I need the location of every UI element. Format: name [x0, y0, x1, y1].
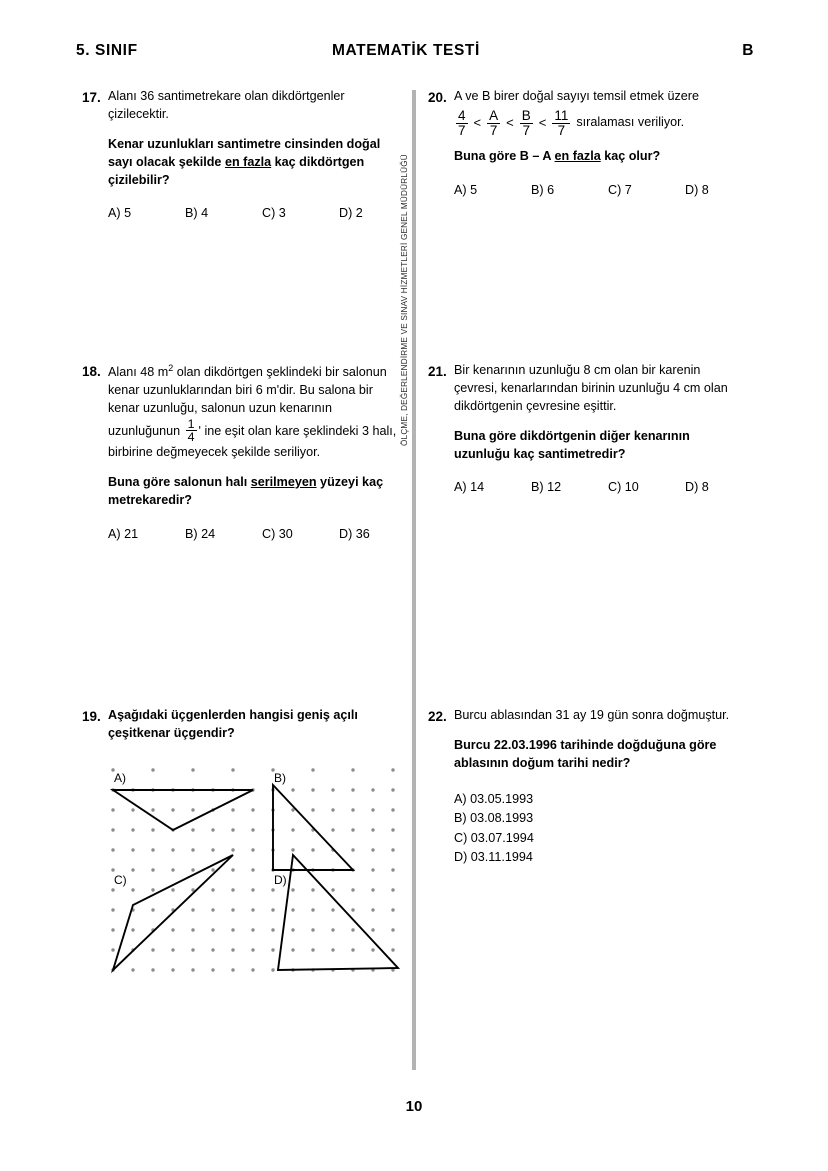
question-20-prompt — [454, 148, 746, 166]
question-19 — [82, 707, 400, 743]
booklet-letter: B — [742, 42, 754, 59]
question-21-prompt: Buna göre dikdörtgenin diğer kenarının uzunluğu kaç santimetredir? — [454, 428, 690, 461]
question-18-fraction-numerator: 1 — [187, 416, 195, 431]
question-18-prompt — [108, 474, 400, 510]
page-number: 10 — [405, 1098, 423, 1115]
figure-label-c: C) — [114, 873, 127, 887]
question-20-fraction-3 — [520, 109, 533, 138]
figure-label-b: B) — [274, 771, 286, 785]
question-20-fraction-2 — [487, 109, 500, 138]
q20-f2-den: 7 — [487, 123, 500, 138]
question-21-options — [428, 480, 746, 494]
question-18-fraction-denominator: 4 — [187, 430, 195, 445]
question-20-option-b[interactable]: B) 6 — [531, 183, 555, 198]
question-17-prompt-a: Kenar uzunlukları santimetre cinsinden doğal sayı olacak şekilde — [108, 136, 381, 169]
question-19-prompt: Aşağıdaki üçgenlerden hangisi geniş açılı çeşitkenar üçgendir? — [108, 708, 358, 740]
question-18-option-b[interactable]: B) 24 — [185, 526, 216, 541]
test-title: MATEMATİK TESTİ — [332, 42, 480, 59]
q20-f3-num: B — [521, 107, 531, 123]
question-21-number: 21. — [428, 364, 447, 379]
question-21-option-d[interactable]: D) 8 — [685, 480, 709, 495]
grade-label: 5. SINIF — [76, 42, 138, 59]
question-20-stem: A ve B birer doğal sayıyı temsil etmek üzere — [454, 89, 699, 103]
triangle-option-d[interactable] — [278, 855, 398, 970]
question-20-prompt-a: Buna göre B – A — [454, 149, 555, 164]
triangle-option-c[interactable] — [113, 855, 233, 970]
question-20-option-c[interactable]: C) 7 — [608, 183, 632, 198]
question-17-option-d[interactable]: D) 2 — [339, 206, 363, 221]
question-18-prompt-a: Buna göre salonun halı — [108, 474, 251, 489]
q20-f1-den: 7 — [458, 122, 466, 138]
question-17-stem: Alanı 36 santimetrekare olan dikdörtgenler çizilecektir. — [108, 89, 345, 121]
question-22-option-b[interactable]: B) 03.08.1993 — [454, 811, 534, 826]
question-22-stem: Burcu ablasından 31 ay 19 gün sonra doğmuştur. — [454, 708, 730, 722]
question-17-prompt — [108, 136, 400, 190]
question-19-number: 19. — [82, 709, 101, 724]
question-17-option-b[interactable]: B) 4 — [185, 206, 209, 221]
question-18-fraction — [186, 418, 197, 444]
question-20-option-d[interactable]: D) 8 — [685, 183, 709, 198]
figure-label-d: D) — [274, 873, 287, 887]
q20-f4-num: 11 — [554, 107, 569, 123]
q20-f2-num: A — [489, 107, 499, 123]
question-20-number: 20. — [428, 90, 447, 105]
question-20 — [428, 88, 746, 197]
question-20-options — [428, 183, 746, 197]
question-17-option-c[interactable]: C) 3 — [262, 206, 286, 221]
question-18-options — [82, 527, 400, 541]
question-22 — [428, 707, 746, 868]
institution-vertical-note: ÖLÇME, DEĞERLENDİRME VE SINAV HİZMETLERİ GENEL MÜDÜRLÜĞÜ — [400, 154, 409, 446]
question-18-prompt-emphasis: serilmeyen — [250, 474, 317, 489]
question-17-number: 17. — [82, 90, 101, 105]
question-22-option-c[interactable]: C) 03.07.1994 — [454, 830, 534, 845]
question-20-inequality — [454, 109, 746, 138]
figure-label-a: A) — [114, 771, 126, 785]
question-20-prompt-b: kaç olur? — [600, 149, 661, 164]
question-21-stem: Bir kenarının uzunluğu 8 cm olan bir karenin çevresi, kenarlarından birinin uzunluğu 4 cm olan dikdörtgenin çevresine eşittir. — [454, 363, 728, 413]
question-18-stem-c: ' ine eşit olan kare şeklindeki 3 halı, birbirine değmeyecek şekilde seriliyor. — [108, 423, 397, 460]
question-18 — [82, 362, 400, 541]
q20-f4-den: 7 — [552, 123, 570, 138]
question-17-prompt-emphasis: en fazla — [224, 154, 272, 169]
question-22-option-a[interactable]: A) 03.05.1993 — [454, 791, 534, 806]
triangle-option-b[interactable] — [273, 785, 353, 870]
question-18-option-a[interactable]: A) 21 — [108, 526, 139, 541]
question-19-figure — [108, 760, 408, 995]
question-18-stem — [108, 362, 400, 462]
question-18-stem-a: Alanı 48 m — [108, 365, 169, 380]
question-22-options — [428, 790, 746, 868]
question-18-stem-exponent: 2 — [168, 363, 174, 373]
question-20-option-a[interactable]: A) 5 — [454, 183, 478, 198]
q20-op-3: < — [538, 114, 547, 130]
question-21-option-a[interactable]: A) 14 — [454, 480, 485, 495]
question-22-prompt: Burcu 22.03.1996 tarihinde doğduğuna göre ablasının doğum tarihi nedir? — [454, 737, 717, 770]
question-22-option-d[interactable]: D) 03.11.1994 — [454, 850, 533, 865]
question-20-fraction-4 — [552, 109, 570, 138]
question-20-inequality-tail: sıralaması veriliyor. — [576, 115, 685, 130]
question-18-prompt-b: yüzeyi kaç metrekaredir? — [108, 474, 384, 507]
question-21-option-c[interactable]: C) 10 — [608, 480, 639, 495]
page-header — [70, 42, 758, 68]
q20-f3-den: 7 — [520, 123, 533, 138]
question-17 — [82, 88, 400, 220]
q20-f1-num: 4 — [458, 107, 466, 123]
question-18-number: 18. — [82, 364, 101, 379]
question-21-option-b[interactable]: B) 12 — [531, 480, 562, 495]
question-17-options — [82, 206, 400, 220]
question-18-option-d[interactable]: D) 36 — [339, 526, 370, 541]
question-17-prompt-b: kaç dikdörtgen çizilebilir? — [108, 154, 365, 187]
question-18-option-c[interactable]: C) 30 — [262, 526, 293, 541]
question-17-option-a[interactable]: A) 5 — [108, 206, 132, 221]
question-21 — [428, 362, 746, 494]
q20-op-2: < — [506, 114, 514, 130]
question-20-prompt-emphasis: en fazla — [554, 149, 601, 164]
question-18-stem-b: olan dikdörtgen şeklindeki bir salonun kenar uzunluklarından biri 6 m'dir. Bu salona bir kenar uzunluğu, salonun uzun kenarının uzunluğunun — [108, 365, 387, 438]
question-22-number: 22. — [428, 709, 447, 724]
q20-op-1: < — [473, 114, 482, 130]
question-20-fraction-1 — [456, 109, 468, 138]
